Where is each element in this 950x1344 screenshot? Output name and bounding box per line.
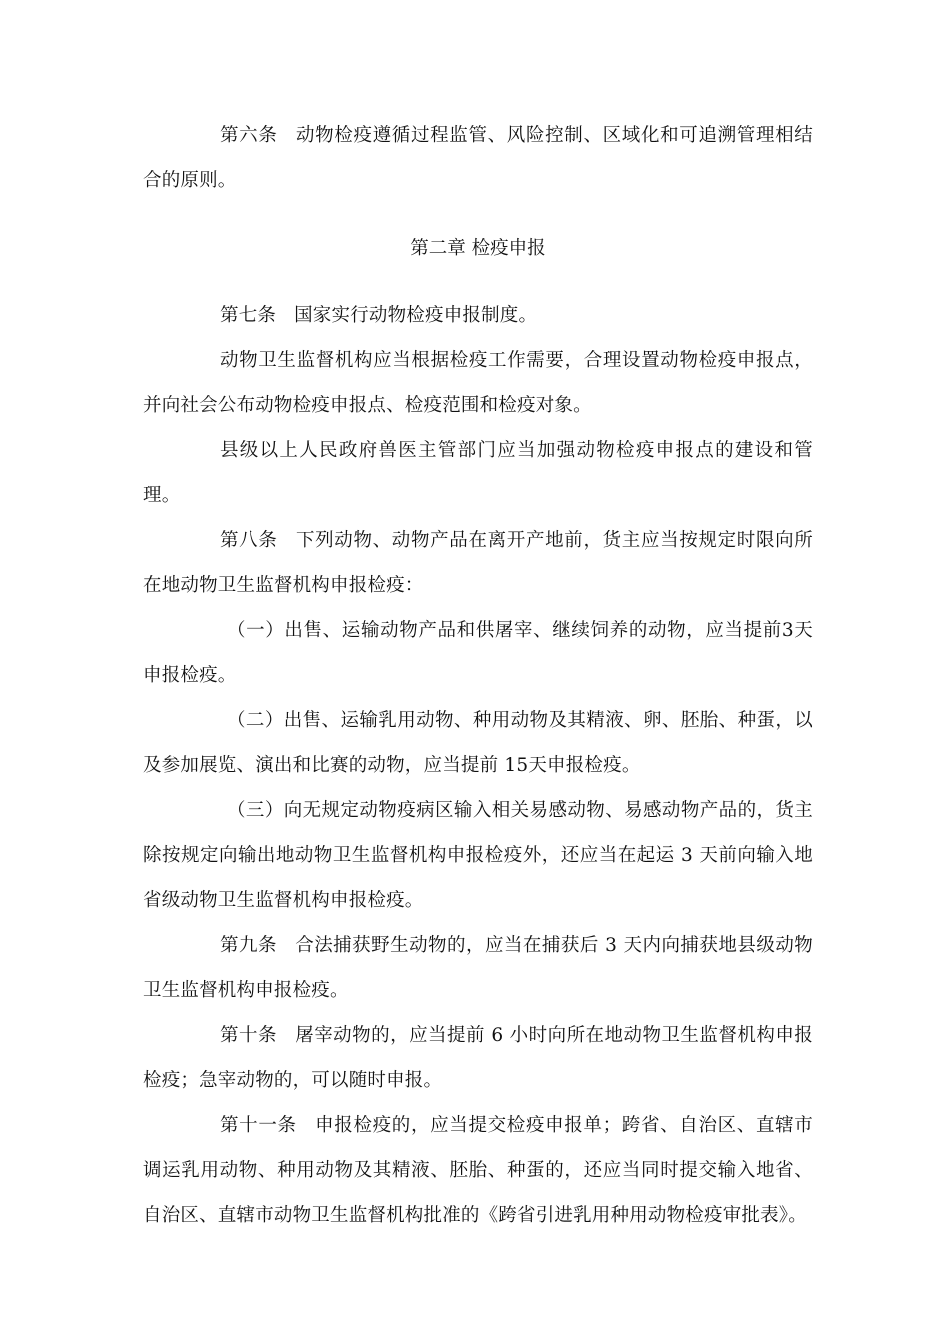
article-text: 国家实行动物检疫申报制度。 bbox=[294, 305, 538, 326]
article-text: 下列动物、动物产品在离开产地前，货主应当按规定时限向所在地动物卫生监督机构申报检疫： bbox=[143, 530, 813, 596]
article-8 bbox=[143, 518, 813, 608]
article-text: 屠宰动物的，应当提前 6 小时向所在地动物卫生监督机构申报检疫；急宰动物的，可以随时申报。 bbox=[143, 1025, 813, 1091]
article-label: 第十条 bbox=[220, 1025, 277, 1046]
article-label: 第六条 bbox=[220, 125, 278, 146]
article-label: 第七条 bbox=[220, 305, 277, 326]
article-7-paragraph-2: 动物卫生监督机构应当根据检疫工作需要，合理设置动物检疫申报点，并向社会公布动物检疫申报点、检疫范围和检疫对象。 bbox=[143, 350, 813, 416]
article-6 bbox=[143, 113, 813, 203]
article-8-item-2: （二）出售、运输乳用动物、种用动物及其精液、卵、胚胎、种蛋，以及参加展览、演出和比赛的动物，应当提前 15天申报检疫。 bbox=[143, 710, 813, 776]
chapter-heading: 第二章 检疫申报 bbox=[410, 238, 546, 259]
article-label: 第八条 bbox=[220, 530, 278, 551]
article-text: 动物检疫遵循过程监管、风险控制、区域化和可追溯管理相结合的原则。 bbox=[143, 125, 813, 191]
article-7 bbox=[143, 293, 813, 338]
article-7-paragraph-3: 县级以上人民政府兽医主管部门应当加强动物检疫申报点的建设和管理。 bbox=[143, 440, 813, 506]
article-label: 第九条 bbox=[220, 935, 277, 956]
article-8-item-3: （三）向无规定动物疫病区输入相关易感动物、易感动物产品的，货主除按规定向输出地动物卫生监督机构申报检疫外，还应当在起运 3 天前向输入地省级动物卫生监督机构申报检疫。 bbox=[143, 800, 813, 911]
article-9 bbox=[143, 923, 813, 1013]
article-8-item-1: （一）出售、运输动物产品和供屠宰、继续饲养的动物，应当提前3天申报检疫。 bbox=[143, 620, 813, 686]
article-text: 申报检疫的，应当提交检疫申报单；跨省、自治区、直辖市调运乳用动物、种用动物及其精液、胚胎、种蛋的，还应当同时提交输入地省、自治区、直辖市动物卫生监督机构批准的《跨省引进乳用种用动物检疫审批表》。 bbox=[143, 1115, 813, 1226]
article-label: 第十一条 bbox=[220, 1115, 297, 1136]
article-11 bbox=[143, 1103, 813, 1238]
article-text: 合法捕获野生动物的，应当在捕获后 3 天内向捕获地县级动物卫生监督机构申报检疫。 bbox=[143, 935, 813, 1001]
article-10 bbox=[143, 1013, 813, 1103]
